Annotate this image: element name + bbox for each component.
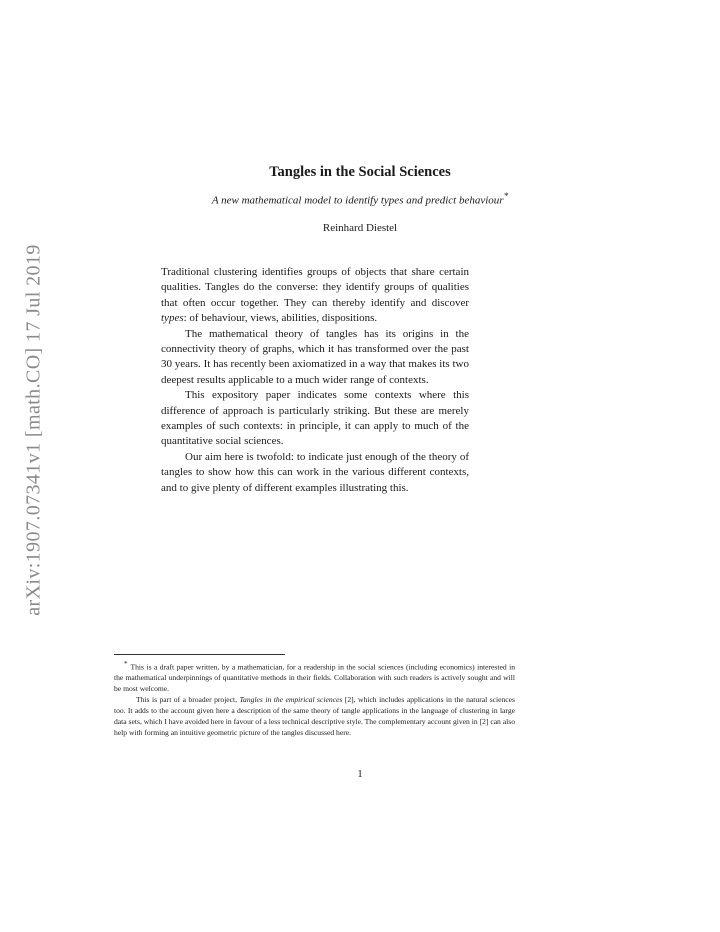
subtitle-text: A new mathematical model to identify types and predict behaviour [211, 194, 504, 207]
abstract-paragraph-4: Our aim here is twofold: to indicate just enough of the theory of tangles to show how this can work in the various different contexts, and to give plenty of different examples illustrating this. [161, 450, 469, 494]
footnote-mark: * [124, 660, 128, 668]
footnote-p2-text-a: This is part of a broader project, [136, 695, 240, 705]
paper-subtitle [0, 191, 720, 207]
footnotes [114, 659, 515, 739]
footnote-paragraph-1 [114, 659, 515, 695]
subtitle-footnote-mark: * [503, 191, 509, 201]
author-name: Reinhard Diestel [322, 222, 398, 234]
abstract-p1-emphasis: types [161, 312, 184, 325]
abstract-p1-text-a: Traditional clustering identifies groups of objects that share certain qualities. Tangles do the converse: they identify groups of qualities that often occur together. They can thereby identify and discover [161, 266, 469, 309]
footnote-paragraph-2 [114, 695, 515, 739]
abstract-p1-text-b: : of behaviour, views, abilities, dispositions. [183, 312, 378, 325]
footnote-p2-emphasis: Tangles in the empirical sciences [239, 695, 343, 705]
footnote-p2-text-b: [2], which includes applications in the natural sciences too. It adds to the account given here a description of the same theory of tangle applications in the language of clustering in large data sets, which I have avoided here in favour of a less technical descriptive style. The complementary account given in [2] can also help with forming an intuitive geometric picture of the tangles discussed here. [114, 695, 515, 737]
page-number: 1 [357, 768, 363, 780]
paper-title: Tangles in the Social Sciences [269, 164, 451, 180]
arxiv-stamp: arXiv:1907.07341v1 [math.CO] 17 Jul 2019 [22, 244, 45, 616]
abstract-paragraph-2: The mathematical theory of tangles has its origins in the connectivity theory of graphs, which it has transformed over the past 30 years. It has recently been axiomatized in a way that makes its two deepest results applicable to a much wider range of contexts. [161, 327, 469, 386]
abstract [161, 265, 469, 496]
abstract-paragraph-1 [161, 265, 469, 327]
footnote-p1-text: This is a draft paper written, by a mathematician, for a readership in the social sciences (including economics) interested in the mathematical underpinnings of quantitative methods in their fields. Collaboration with such readers is actively sought and will be most welcome. [114, 662, 515, 694]
abstract-paragraph-3: This expository paper indicates some contexts where this difference of approach is particularly striking. But these are merely examples of such contexts: in principle, it can apply to much of the quantitative social sciences. [161, 389, 469, 448]
footnote-divider [114, 654, 285, 655]
